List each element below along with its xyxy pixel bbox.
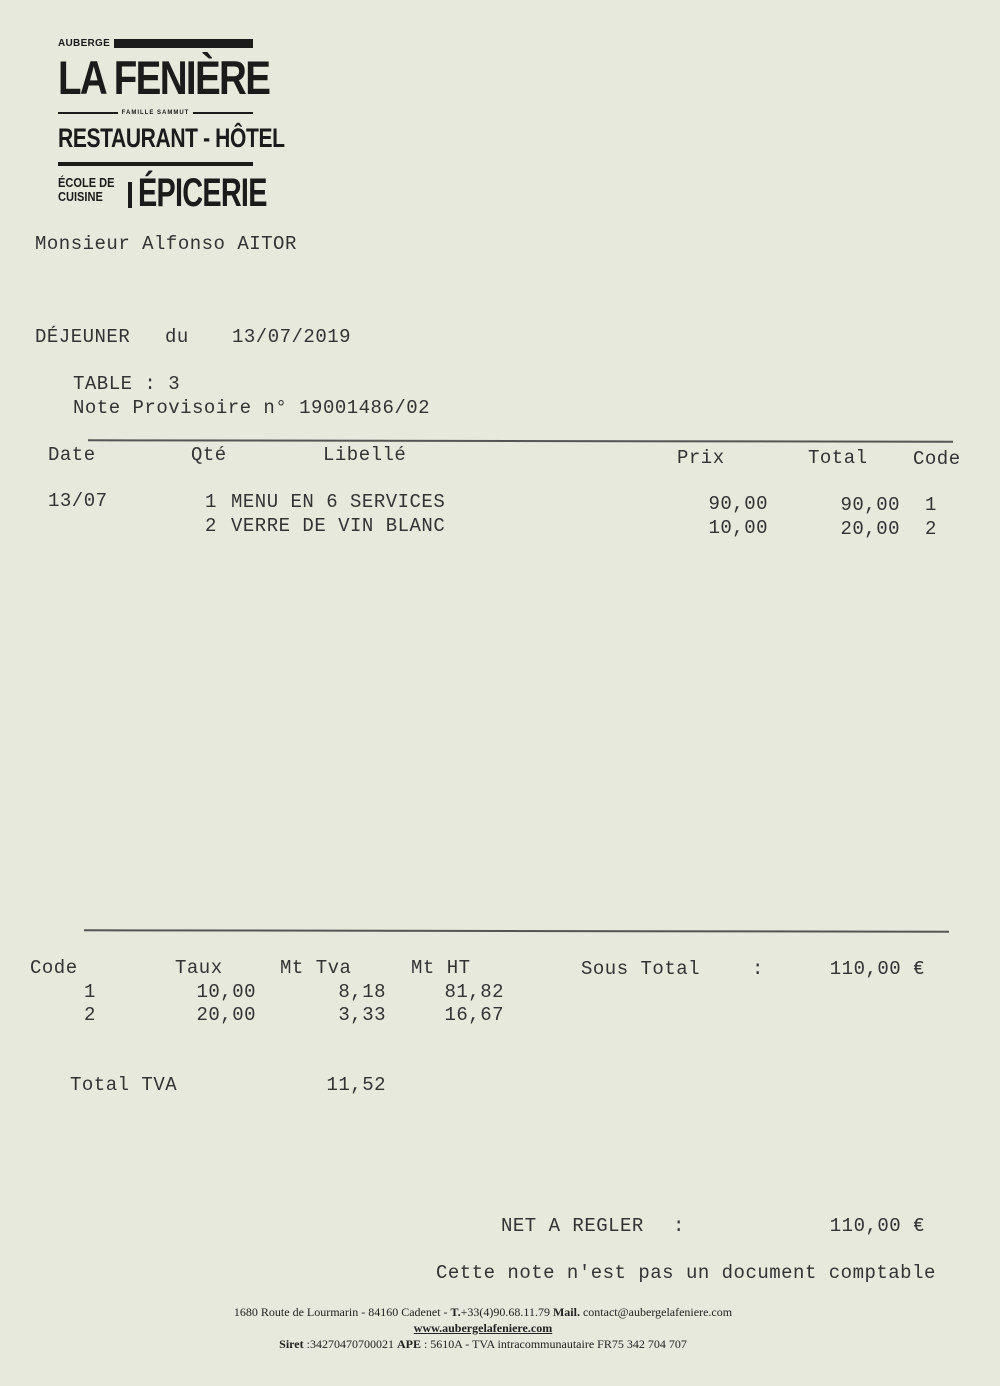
vat-amount: 8,18 <box>338 981 386 1003</box>
item-qty: 2 <box>205 515 217 537</box>
logo-epicerie: ÉPICERIE <box>138 171 267 215</box>
customer-name: Monsieur Alfonso AITOR <box>35 233 297 255</box>
vat-top-rule <box>84 929 949 933</box>
vat-ht: 16,67 <box>444 1004 504 1026</box>
vat-ht: 81,82 <box>444 981 504 1003</box>
header-date: Date <box>48 444 96 466</box>
item-qty: 1 <box>205 491 217 513</box>
footer-ape: : 5610A - TVA intracommunautaire FR75 342 704 707 <box>420 1337 687 1351</box>
logo-restaurant-hotel: RESTAURANT - HÔTEL <box>58 123 285 153</box>
subtotal-value: 110,00 € <box>829 958 925 980</box>
disclaimer: Cette note n'est pas un document comptable <box>436 1262 936 1284</box>
total-tva-label: Total TVA <box>70 1074 178 1096</box>
items-top-rule <box>88 439 953 443</box>
header-label: Libellé <box>323 444 407 466</box>
net-value: 110,00 € <box>829 1215 925 1237</box>
vat-header-vat: Mt Tva <box>280 957 352 979</box>
logo-ecole: ÉCOLE DE CUISINE <box>58 175 115 204</box>
vat-code: 2 <box>84 1004 96 1026</box>
logo-divider <box>58 162 253 166</box>
footer-address: 1680 Route de Lourmarin - 84160 Cadenet - <box>233 1305 451 1319</box>
logo-family: FAMILLE SAMMUT <box>121 110 190 116</box>
footer-phone: +33(4)90.68.11.79 <box>460 1305 553 1319</box>
meal-du: du <box>165 326 189 348</box>
header-price: Prix <box>677 447 725 469</box>
item-total: 90,00 <box>840 494 900 516</box>
footer-siret-label: Siret <box>279 1337 304 1351</box>
meal-date: 13/07/2019 <box>232 326 352 348</box>
logo-vertical-bar <box>128 182 132 208</box>
footer-mail-label: Mail. <box>552 1305 580 1319</box>
footer-phone-label: T. <box>450 1305 461 1319</box>
logo-family-row <box>58 110 253 116</box>
item-code: 2 <box>925 518 937 540</box>
header-qty: Qté <box>191 444 227 466</box>
logo-auberge-row <box>58 36 253 50</box>
vat-header-rate: Taux <box>175 957 223 979</box>
header-code: Code <box>913 448 961 470</box>
item-code: 1 <box>925 494 937 516</box>
footer-address-line <box>0 1305 966 1320</box>
logo-name: LA FENIÈRE <box>58 51 270 104</box>
item-label: VERRE DE VIN BLANC <box>231 515 446 537</box>
footer-legal-line <box>0 1337 966 1352</box>
item-price: 90,00 <box>708 493 768 515</box>
logo-bar <box>114 39 253 48</box>
item-total: 20,00 <box>840 518 900 540</box>
header-total: Total <box>808 447 868 469</box>
footer-website-line <box>0 1321 966 1336</box>
footer-website[interactable]: www.aubergelafeniere.com <box>413 1321 553 1335</box>
vat-header-code: Code <box>30 957 78 979</box>
footer-siret: :34270470700021 <box>303 1337 397 1351</box>
total-tva-value: 11,52 <box>326 1074 386 1096</box>
subtotal-label: Sous Total <box>581 958 701 980</box>
subtotal-colon: : <box>752 958 764 980</box>
meal-label: DÉJEUNER <box>35 326 131 348</box>
net-colon: : <box>673 1215 685 1237</box>
net-label: NET A REGLER <box>501 1215 644 1237</box>
footer-ape-label: APE <box>396 1337 421 1351</box>
vat-rate: 10,00 <box>196 981 256 1003</box>
provisional-note-number: Note Provisoire n° 19001486/02 <box>73 397 431 419</box>
vat-rate: 20,00 <box>196 1004 256 1026</box>
vat-header-ht: Mt HT <box>411 957 471 979</box>
item-date: 13/07 <box>48 490 108 512</box>
logo-auberge-text: AUBERGE <box>58 37 111 49</box>
item-label: MENU EN 6 SERVICES <box>231 491 446 513</box>
vat-amount: 3,33 <box>338 1004 386 1026</box>
table-number: TABLE : 3 <box>73 373 181 395</box>
vat-code: 1 <box>84 981 96 1003</box>
footer-email: contact@aubergelafeniere.com <box>579 1305 733 1319</box>
item-price: 10,00 <box>708 517 768 539</box>
